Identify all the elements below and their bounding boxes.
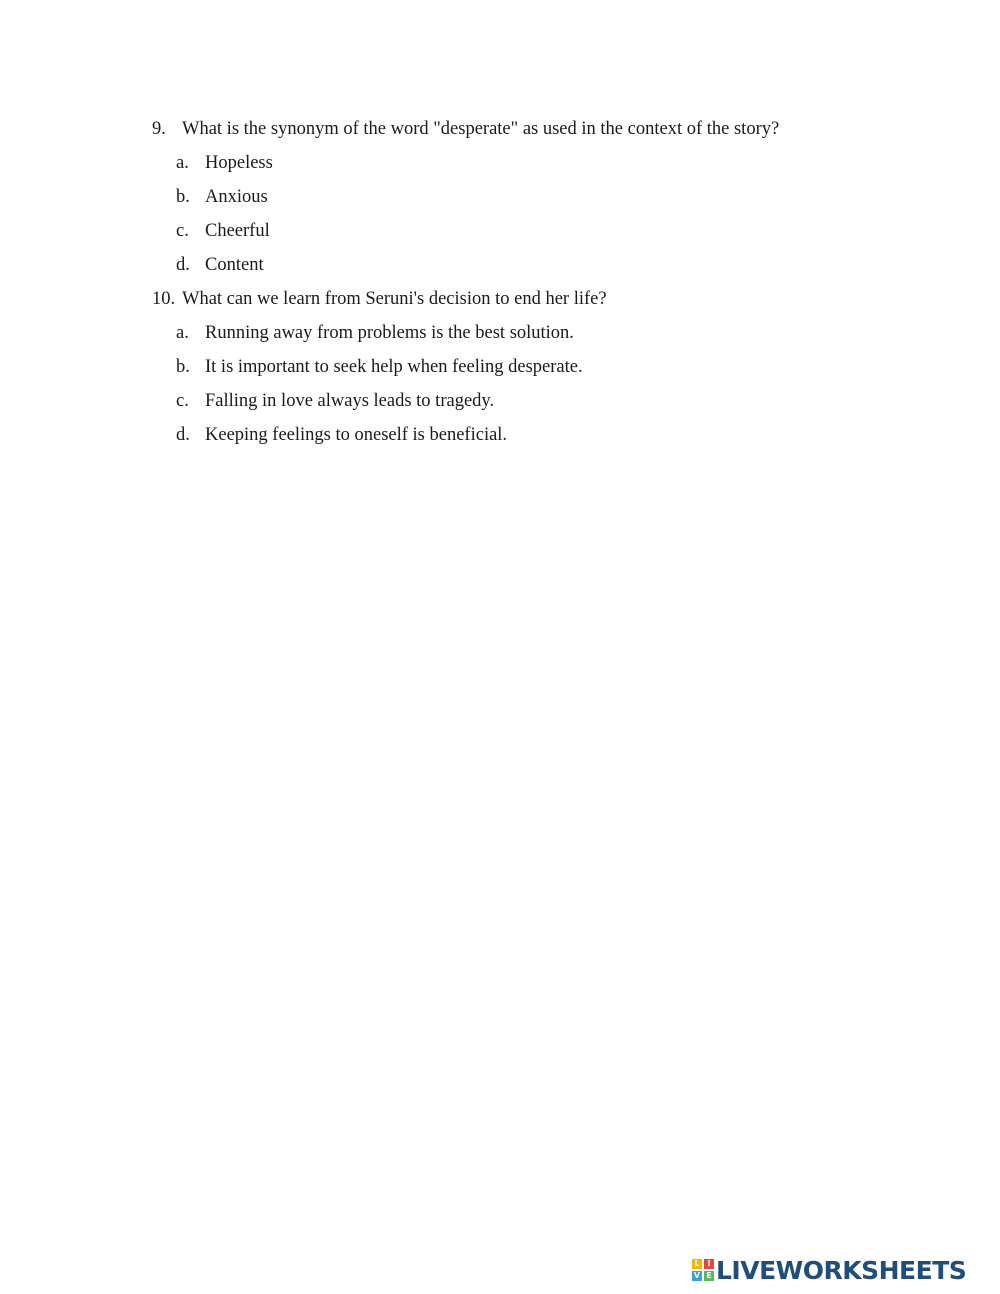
option-text: Anxious — [205, 187, 268, 207]
question-10 — [152, 288, 607, 310]
logo-mark-letter: I — [704, 1259, 714, 1269]
option-10d[interactable] — [176, 424, 507, 446]
option-letter: d. — [176, 425, 190, 445]
option-10c[interactable] — [176, 390, 494, 412]
option-10a[interactable] — [176, 322, 574, 344]
option-letter: c. — [176, 221, 189, 241]
option-9d[interactable] — [176, 254, 264, 276]
option-text: Hopeless — [205, 153, 273, 173]
logo-text: LIVEWORKSHEETS — [716, 1255, 967, 1285]
option-letter: d. — [176, 255, 190, 275]
question-number: 9. — [152, 119, 166, 139]
option-text: Falling in love always leads to tragedy. — [205, 391, 495, 411]
option-letter: b. — [176, 357, 190, 377]
option-10b[interactable] — [176, 356, 583, 378]
option-text: Keeping feelings to oneself is beneficial. — [205, 425, 508, 445]
question-number: 10. — [152, 289, 176, 309]
option-9a[interactable] — [176, 152, 273, 174]
question-text: What is the synonym of the word "desperate" as used in the context of the story? — [182, 119, 780, 139]
option-text: It is important to seek help when feeling desperate. — [205, 357, 583, 377]
logo-mark-letter: V — [693, 1271, 701, 1280]
logo-mark-letter: L — [692, 1259, 702, 1269]
option-text: Content — [205, 255, 264, 275]
option-letter: a. — [176, 153, 189, 173]
question-9 — [152, 118, 779, 140]
question-text: What can we learn from Seruni's decision to end her life? — [182, 289, 607, 309]
option-letter: a. — [176, 323, 189, 343]
option-9b[interactable] — [176, 186, 268, 208]
option-letter: b. — [176, 187, 190, 207]
option-text: Cheerful — [205, 221, 270, 241]
liveworksheets-logo — [692, 1256, 966, 1284]
logo-mark-icon — [692, 1259, 714, 1281]
option-9c[interactable] — [176, 220, 270, 242]
option-text: Running away from problems is the best solution. — [205, 323, 574, 343]
logo-mark-letter: E — [704, 1271, 714, 1281]
option-letter: c. — [176, 391, 189, 411]
